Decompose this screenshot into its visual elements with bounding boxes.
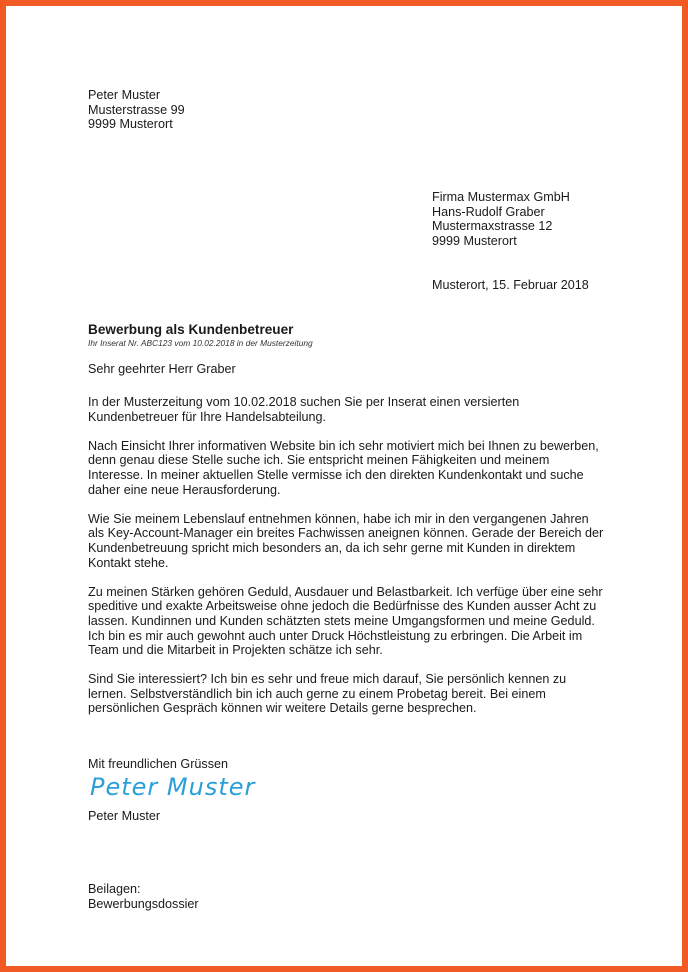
body-line: denn genau diese Stelle suche ich. Sie entspricht meinen Fähigkeiten und meinem xyxy=(88,453,550,468)
body-line: lernen. Selbstverständlich bin ich auch gerne zu einem Probetag bereit. Bei einem xyxy=(88,686,546,701)
body-line: lassen. Kundinnen und Kunden schätzten stets meine Umgangsformen und meine Geduld. xyxy=(88,613,595,628)
body-line: Team und die Mitarbeit in Projekten schätze ich sehr. xyxy=(88,643,383,658)
body-line: Kontakt stehe. xyxy=(88,555,169,570)
body-line: speditive und exakte Arbeitsweise ohne jedoch die Bedürfnisse des Kunden ausser Acht zu xyxy=(88,599,597,614)
body-line: als Key-Account-Manager ein breites Fachwissen aneignen können. Gerade der Bereich der xyxy=(88,526,604,541)
body-paragraph xyxy=(88,585,628,658)
body-line: persönlichen Gespräch können wir weitere Details gerne besprechen. xyxy=(88,701,477,716)
body-line: Interesse. In meiner aktuellen Stelle vermisse ich den direkten Kundenkontakt und suche xyxy=(88,467,584,482)
letter-date: Musterort, 15. Februar 2018 xyxy=(432,278,589,292)
sender-city: 9999 Musterort xyxy=(88,117,173,132)
recipient-contact: Hans-Rudolf Graber xyxy=(432,204,545,219)
sender-name: Peter Muster xyxy=(88,88,161,102)
sender-address xyxy=(88,88,185,132)
closing: Mit freundlichen Grüssen xyxy=(88,757,228,771)
body-line: Wie Sie meinem Lebenslauf entnehmen können, habe ich mir in den vergangenen Jahren xyxy=(88,511,589,526)
body-paragraph xyxy=(88,672,628,716)
body-line: Kundenbetreuung spricht mich besonders an, da ich sehr gerne mit Kunden in direktem xyxy=(88,540,576,555)
enclosure-item: Bewerbungsdossier xyxy=(88,897,199,911)
enclosures-label: Beilagen: xyxy=(88,882,141,896)
signed-name: Peter Muster xyxy=(88,809,161,823)
letter-page xyxy=(12,12,676,960)
recipient-company: Firma Mustermax GmbH xyxy=(432,190,570,204)
recipient-street: Mustermaxstrasse 12 xyxy=(432,219,553,234)
handwritten-signature: Peter Muster xyxy=(90,773,256,801)
body-line: Nach Einsicht Ihrer informativen Website bin ich sehr motiviert mich bei Ihnen zu bewerben, xyxy=(88,438,599,453)
body-line: Kundenbetreuer für Ihre Handelsabteilung. xyxy=(88,409,327,424)
body-paragraph xyxy=(88,439,628,497)
salutation: Sehr geehrter Herr Graber xyxy=(88,362,236,376)
body-line: Zu meinen Stärken gehören Geduld, Ausdauer und Belastbarkeit. Ich verfüge über eine sehr xyxy=(88,584,603,599)
body-line: In der Musterzeitung vom 10.02.2018 suchen Sie per Inserat einen versierten xyxy=(88,395,520,409)
body-paragraph xyxy=(88,512,628,570)
body-line: Ich bin es mir auch gewohnt auch unter Druck Höchstleistung zu erbringen. Die Arbeit im xyxy=(88,628,583,643)
body-line: daher eine neue Herausforderung. xyxy=(88,482,281,497)
sender-street: Musterstrasse 99 xyxy=(88,102,185,117)
letter-reference: Ihr Inserat Nr. ABC123 vom 10.02.2018 in der Musterzeitung xyxy=(88,338,313,348)
recipient-address xyxy=(432,190,570,248)
body-line: Sind Sie interessiert? Ich bin es sehr und freue mich darauf, Sie persönlich kennen zu xyxy=(88,672,567,687)
letter-subject: Bewerbung als Kundenbetreuer xyxy=(88,322,294,337)
body-paragraph xyxy=(88,395,628,424)
recipient-city: 9999 Musterort xyxy=(432,233,517,248)
letter-body xyxy=(88,395,628,731)
